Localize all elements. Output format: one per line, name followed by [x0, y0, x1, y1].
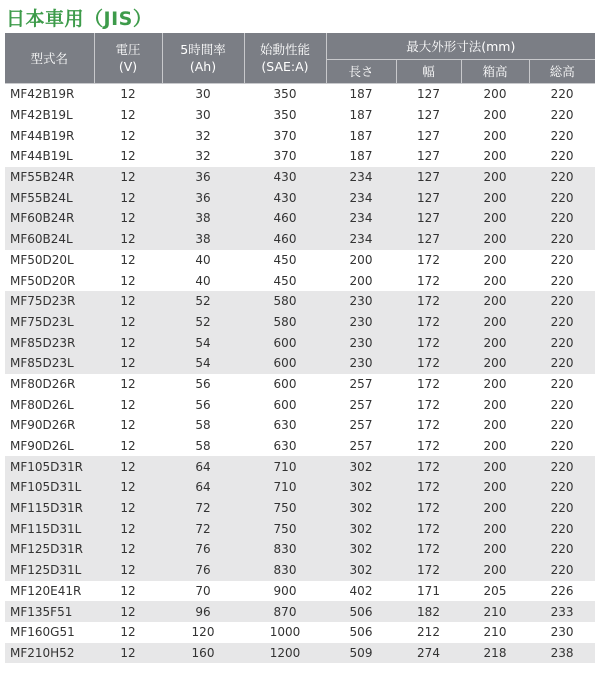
cell-total-height: 233	[529, 601, 595, 622]
cell-voltage: 12	[94, 291, 162, 312]
header-total-height: 総高	[529, 60, 595, 84]
cell-total-height: 220	[529, 436, 595, 457]
cell-model: MF44B19L	[5, 146, 94, 167]
cell-voltage: 12	[94, 581, 162, 602]
cell-box-height: 210	[461, 601, 529, 622]
cell-box-height: 200	[461, 539, 529, 560]
cell-length: 302	[326, 477, 396, 498]
cell-length: 302	[326, 456, 396, 477]
cell-width: 172	[396, 270, 461, 291]
cell-total-height: 220	[529, 539, 595, 560]
table-row	[5, 291, 595, 312]
cell-box-height: 200	[461, 270, 529, 291]
table-row	[5, 539, 595, 560]
cell-cca: 430	[244, 187, 326, 208]
cell-voltage: 12	[94, 643, 162, 664]
cell-box-height: 200	[461, 498, 529, 519]
cell-model: MF55B24R	[5, 167, 94, 188]
cell-model: MF125D31R	[5, 539, 94, 560]
cell-cca: 430	[244, 167, 326, 188]
cell-cca: 900	[244, 581, 326, 602]
cell-total-height: 230	[529, 622, 595, 643]
cell-box-height: 200	[461, 436, 529, 457]
cell-capacity: 32	[162, 125, 244, 146]
cell-box-height: 200	[461, 477, 529, 498]
cell-cca: 370	[244, 125, 326, 146]
table-row	[5, 498, 595, 519]
cell-cca: 830	[244, 560, 326, 581]
cell-capacity: 32	[162, 146, 244, 167]
table-row	[5, 581, 595, 602]
cell-box-height: 200	[461, 146, 529, 167]
cell-cca: 830	[244, 539, 326, 560]
cell-model: MF115D31L	[5, 518, 94, 539]
cell-length: 230	[326, 312, 396, 333]
cell-box-height: 200	[461, 84, 529, 105]
cell-box-height: 210	[461, 622, 529, 643]
cell-length: 402	[326, 581, 396, 602]
header-capacity	[162, 33, 244, 84]
cell-length: 302	[326, 518, 396, 539]
cell-capacity: 54	[162, 332, 244, 353]
battery-spec-table	[5, 33, 595, 663]
cell-length: 234	[326, 229, 396, 250]
table-row	[5, 477, 595, 498]
cell-cca: 710	[244, 456, 326, 477]
table-row	[5, 456, 595, 477]
cell-voltage: 12	[94, 229, 162, 250]
cell-capacity: 54	[162, 353, 244, 374]
cell-capacity: 38	[162, 229, 244, 250]
cell-voltage: 12	[94, 436, 162, 457]
table-row	[5, 84, 595, 105]
header-label: 電圧 (V)	[115, 42, 141, 74]
cell-length: 257	[326, 436, 396, 457]
cell-cca: 580	[244, 312, 326, 333]
cell-width: 127	[396, 84, 461, 105]
cell-cca: 630	[244, 436, 326, 457]
cell-box-height: 200	[461, 394, 529, 415]
cell-width: 172	[396, 518, 461, 539]
header-dimensions: 最大外形寸法(mm)	[326, 33, 595, 60]
cell-total-height: 220	[529, 84, 595, 105]
cell-capacity: 36	[162, 187, 244, 208]
cell-cca: 600	[244, 353, 326, 374]
cell-total-height: 220	[529, 415, 595, 436]
cell-model: MF105D31L	[5, 477, 94, 498]
cell-voltage: 12	[94, 250, 162, 271]
cell-width: 172	[396, 477, 461, 498]
cell-width: 171	[396, 581, 461, 602]
cell-model: MF115D31R	[5, 498, 94, 519]
header-length: 長さ	[326, 60, 396, 84]
cell-total-height: 220	[529, 250, 595, 271]
cell-model: MF125D31L	[5, 560, 94, 581]
cell-capacity: 38	[162, 208, 244, 229]
cell-voltage: 12	[94, 477, 162, 498]
cell-length: 187	[326, 105, 396, 126]
cell-model: MF50D20R	[5, 270, 94, 291]
cell-box-height: 218	[461, 643, 529, 664]
cell-model: MF75D23L	[5, 312, 94, 333]
cell-box-height: 205	[461, 581, 529, 602]
cell-total-height: 220	[529, 332, 595, 353]
cell-model: MF160G51	[5, 622, 94, 643]
cell-cca: 600	[244, 332, 326, 353]
cell-capacity: 96	[162, 601, 244, 622]
cell-length: 230	[326, 291, 396, 312]
cell-cca: 450	[244, 250, 326, 271]
cell-width: 127	[396, 229, 461, 250]
cell-total-height: 220	[529, 146, 595, 167]
cell-model: MF80D26L	[5, 394, 94, 415]
cell-length: 187	[326, 84, 396, 105]
cell-total-height: 220	[529, 187, 595, 208]
cell-voltage: 12	[94, 146, 162, 167]
table-row	[5, 436, 595, 457]
cell-capacity: 72	[162, 518, 244, 539]
cell-voltage: 12	[94, 208, 162, 229]
cell-capacity: 76	[162, 539, 244, 560]
cell-total-height: 220	[529, 105, 595, 126]
cell-total-height: 226	[529, 581, 595, 602]
table-row	[5, 105, 595, 126]
cell-length: 187	[326, 125, 396, 146]
cell-capacity: 58	[162, 436, 244, 457]
cell-box-height: 200	[461, 208, 529, 229]
table-row	[5, 560, 595, 581]
cell-width: 172	[396, 415, 461, 436]
cell-total-height: 220	[529, 518, 595, 539]
cell-box-height: 200	[461, 125, 529, 146]
cell-total-height: 220	[529, 291, 595, 312]
cell-width: 172	[396, 436, 461, 457]
cell-model: MF120E41R	[5, 581, 94, 602]
table-header	[5, 33, 595, 84]
cell-voltage: 12	[94, 518, 162, 539]
cell-model: MF42B19L	[5, 105, 94, 126]
cell-length: 200	[326, 250, 396, 271]
cell-model: MF85D23L	[5, 353, 94, 374]
cell-total-height: 220	[529, 312, 595, 333]
cell-total-height: 238	[529, 643, 595, 664]
cell-width: 172	[396, 332, 461, 353]
cell-cca: 870	[244, 601, 326, 622]
table-row	[5, 312, 595, 333]
cell-model: MF60B24R	[5, 208, 94, 229]
cell-capacity: 52	[162, 312, 244, 333]
header-width: 幅	[396, 60, 461, 84]
table-row	[5, 374, 595, 395]
cell-voltage: 12	[94, 456, 162, 477]
cell-box-height: 200	[461, 518, 529, 539]
cell-capacity: 64	[162, 456, 244, 477]
cell-capacity: 40	[162, 250, 244, 271]
table-row	[5, 394, 595, 415]
cell-total-height: 220	[529, 374, 595, 395]
cell-voltage: 12	[94, 312, 162, 333]
cell-total-height: 220	[529, 229, 595, 250]
table-row	[5, 167, 595, 188]
cell-model: MF135F51	[5, 601, 94, 622]
cell-width: 274	[396, 643, 461, 664]
table-row	[5, 229, 595, 250]
cell-model: MF90D26L	[5, 436, 94, 457]
cell-length: 234	[326, 167, 396, 188]
cell-voltage: 12	[94, 270, 162, 291]
cell-model: MF105D31R	[5, 456, 94, 477]
cell-width: 127	[396, 105, 461, 126]
header-label: 始動性能 (SAE:A)	[259, 42, 310, 74]
cell-box-height: 200	[461, 353, 529, 374]
cell-cca: 710	[244, 477, 326, 498]
header-box-height: 箱高	[461, 60, 529, 84]
cell-width: 172	[396, 560, 461, 581]
cell-box-height: 200	[461, 332, 529, 353]
cell-capacity: 160	[162, 643, 244, 664]
cell-width: 127	[396, 146, 461, 167]
cell-model: MF80D26R	[5, 374, 94, 395]
cell-model: MF210H52	[5, 643, 94, 664]
cell-width: 127	[396, 187, 461, 208]
cell-cca: 600	[244, 394, 326, 415]
cell-voltage: 12	[94, 560, 162, 581]
cell-capacity: 52	[162, 291, 244, 312]
cell-length: 200	[326, 270, 396, 291]
cell-voltage: 12	[94, 622, 162, 643]
cell-length: 257	[326, 374, 396, 395]
table-row	[5, 622, 595, 643]
cell-total-height: 220	[529, 125, 595, 146]
table-row	[5, 250, 595, 271]
cell-total-height: 220	[529, 394, 595, 415]
cell-cca: 350	[244, 105, 326, 126]
cell-width: 212	[396, 622, 461, 643]
cell-width: 127	[396, 208, 461, 229]
cell-length: 302	[326, 498, 396, 519]
cell-total-height: 220	[529, 167, 595, 188]
cell-total-height: 220	[529, 498, 595, 519]
cell-width: 172	[396, 312, 461, 333]
cell-cca: 1000	[244, 622, 326, 643]
cell-capacity: 36	[162, 167, 244, 188]
cell-capacity: 58	[162, 415, 244, 436]
cell-voltage: 12	[94, 353, 162, 374]
table-row	[5, 270, 595, 291]
cell-length: 509	[326, 643, 396, 664]
cell-length: 506	[326, 622, 396, 643]
cell-cca: 580	[244, 291, 326, 312]
cell-width: 172	[396, 456, 461, 477]
cell-voltage: 12	[94, 539, 162, 560]
cell-voltage: 12	[94, 125, 162, 146]
cell-voltage: 12	[94, 84, 162, 105]
cell-length: 506	[326, 601, 396, 622]
table-row	[5, 601, 595, 622]
cell-box-height: 200	[461, 560, 529, 581]
cell-box-height: 200	[461, 229, 529, 250]
cell-voltage: 12	[94, 332, 162, 353]
cell-width: 127	[396, 167, 461, 188]
cell-total-height: 220	[529, 208, 595, 229]
cell-length: 187	[326, 146, 396, 167]
cell-box-height: 200	[461, 291, 529, 312]
cell-capacity: 56	[162, 374, 244, 395]
cell-cca: 350	[244, 84, 326, 105]
cell-model: MF85D23R	[5, 332, 94, 353]
cell-cca: 370	[244, 146, 326, 167]
cell-capacity: 64	[162, 477, 244, 498]
cell-cca: 450	[244, 270, 326, 291]
table-row	[5, 208, 595, 229]
cell-capacity: 56	[162, 394, 244, 415]
cell-cca: 600	[244, 374, 326, 395]
cell-box-height: 200	[461, 415, 529, 436]
table-row	[5, 518, 595, 539]
table-row	[5, 353, 595, 374]
header-voltage	[94, 33, 162, 84]
cell-capacity: 120	[162, 622, 244, 643]
cell-length: 230	[326, 353, 396, 374]
table-body	[5, 84, 595, 664]
cell-voltage: 12	[94, 601, 162, 622]
cell-cca: 750	[244, 518, 326, 539]
cell-capacity: 30	[162, 105, 244, 126]
cell-length: 230	[326, 332, 396, 353]
cell-box-height: 200	[461, 456, 529, 477]
cell-capacity: 40	[162, 270, 244, 291]
cell-length: 257	[326, 394, 396, 415]
cell-length: 234	[326, 208, 396, 229]
cell-length: 302	[326, 539, 396, 560]
header-cca	[244, 33, 326, 84]
cell-width: 172	[396, 394, 461, 415]
cell-voltage: 12	[94, 415, 162, 436]
cell-total-height: 220	[529, 477, 595, 498]
cell-length: 257	[326, 415, 396, 436]
cell-box-height: 200	[461, 374, 529, 395]
cell-cca: 750	[244, 498, 326, 519]
page-title: 日本車用（JIS）	[6, 8, 153, 30]
cell-total-height: 220	[529, 270, 595, 291]
cell-box-height: 200	[461, 250, 529, 271]
cell-width: 182	[396, 601, 461, 622]
cell-box-height: 200	[461, 105, 529, 126]
cell-capacity: 72	[162, 498, 244, 519]
cell-capacity: 76	[162, 560, 244, 581]
cell-cca: 460	[244, 208, 326, 229]
cell-model: MF60B24L	[5, 229, 94, 250]
header-model: 型式名	[5, 33, 94, 84]
cell-total-height: 220	[529, 353, 595, 374]
cell-box-height: 200	[461, 167, 529, 188]
cell-box-height: 200	[461, 187, 529, 208]
cell-voltage: 12	[94, 394, 162, 415]
cell-voltage: 12	[94, 105, 162, 126]
cell-voltage: 12	[94, 167, 162, 188]
cell-total-height: 220	[529, 456, 595, 477]
table-row	[5, 415, 595, 436]
cell-cca: 630	[244, 415, 326, 436]
cell-box-height: 200	[461, 312, 529, 333]
cell-model: MF44B19R	[5, 125, 94, 146]
table-row	[5, 187, 595, 208]
cell-width: 172	[396, 250, 461, 271]
cell-width: 172	[396, 498, 461, 519]
cell-length: 234	[326, 187, 396, 208]
header-label: 5時間率 (Ah)	[180, 42, 226, 74]
cell-model: MF55B24L	[5, 187, 94, 208]
cell-model: MF50D20L	[5, 250, 94, 271]
cell-width: 172	[396, 374, 461, 395]
cell-width: 172	[396, 291, 461, 312]
cell-voltage: 12	[94, 187, 162, 208]
cell-voltage: 12	[94, 374, 162, 395]
table-row	[5, 332, 595, 353]
cell-width: 172	[396, 353, 461, 374]
table-row	[5, 643, 595, 664]
cell-capacity: 70	[162, 581, 244, 602]
cell-model: MF75D23R	[5, 291, 94, 312]
cell-capacity: 30	[162, 84, 244, 105]
cell-width: 127	[396, 125, 461, 146]
cell-cca: 460	[244, 229, 326, 250]
cell-model: MF42B19R	[5, 84, 94, 105]
cell-voltage: 12	[94, 498, 162, 519]
table-row	[5, 125, 595, 146]
table-row	[5, 146, 595, 167]
cell-length: 302	[326, 560, 396, 581]
cell-cca: 1200	[244, 643, 326, 664]
cell-total-height: 220	[529, 560, 595, 581]
cell-width: 172	[396, 539, 461, 560]
cell-model: MF90D26R	[5, 415, 94, 436]
